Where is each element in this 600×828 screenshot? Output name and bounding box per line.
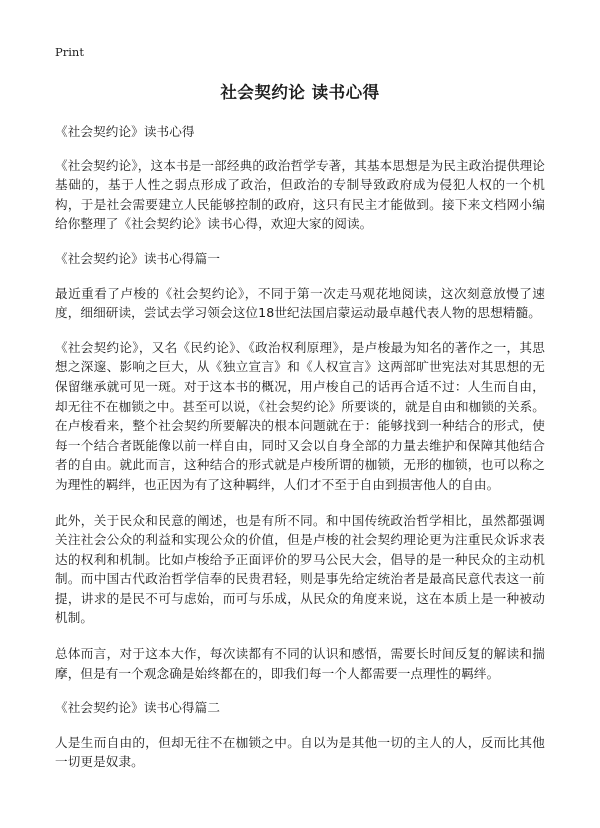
section1-paragraph-3: 此外，关于民众和民意的阐述，也是有所不同。和中国传统政治哲学相比，虽然都强调关注社会公众的利益和实现公众的价值，但是卢梭的社会契约理论更为注重民众诉求表达的权利和机制。比如卢梭给予正面评价的罗马公民大会，倡导的是一种民众的主动机制。而中国古代政治哲学信奉的民贵君轻，则是事先给定统治者是最高民意代表这一前提，讲求的是民不可与虑始，而可与乐成，从民众的角度来说，这在本质上是一种被动机制。 — [55, 512, 545, 626]
section-heading-1: 《社会契约论》读书心得篇一 — [55, 250, 221, 266]
section1-paragraph-4: 总体而言，对于这本大作，每次读都有不同的认识和感悟，需要长时间反复的解读和揣摩，但是有一个观念确是始终都在的，即我们每一个人都需要一点理性的羁绊。 — [55, 646, 545, 681]
section1-paragraph-1: 最近重看了卢梭的《社会契约论》，不同于第一次走马观花地阅读，这次刻意放慢了速度，细细研读，尝试去学习领会这位18世纪法国启蒙运动最卓越代表人物的思想精髓。 — [55, 285, 545, 321]
section1-paragraph-2: 《社会契约论》，又名《民约论》、《政治权利原理》，是卢梭最为知名的著作之一，其思想之深邃、影响之巨大，从《独立宣言》和《人权宣言》这两部旷世宪法对其思想的无保留继承就可见一斑。对于这本书的概况，用卢梭自己的话再合适不过：人生而自由，却无往不在枷锁之中。甚至可以说，《社会契约论》所要谈的，就是自由和枷锁的关系。在卢梭看来，整个社会契约所要解决的根本问题就在于：能够找到一种结合的形式，使每一个结合者既能像以前一样自由，同时又会以自身全部的力量去维护和保障其他结合者的自由。就此而言，这种结合的形式就是卢梭所谓的枷锁，无形的枷锁，也可以称之为理性的羁绊，也正因为有了这种羁绊，人们才不至于自由到损害他人的自由。 — [55, 339, 545, 492]
section-heading-2: 《社会契约论》读书心得篇二 — [55, 700, 221, 716]
print-link[interactable]: Print — [55, 45, 84, 59]
section2-paragraph-1: 人是生而自由的，但却无往不在枷锁之中。自以为是其他一切的主人的人，反而比其他一切更是奴隶。 — [55, 734, 545, 770]
page-title: 社会契约论 读书心得 — [220, 83, 380, 102]
intro-paragraph: 《社会契约论》，这本书是一部经典的政治哲学专著，其基本思想是为民主政治提供理论基础的，基于人性之弱点形成了政治，但政治的专制导致政府成为侵犯人权的一个机构，于是社会需要建立人民能够控制的政府，这只有民主才能做到。接下来文档网小编给你整理了《社会契约论》读书心得，欢迎大家的阅读。 — [55, 157, 545, 232]
article-subtitle: 《社会契约论》读书心得 — [55, 124, 195, 139]
